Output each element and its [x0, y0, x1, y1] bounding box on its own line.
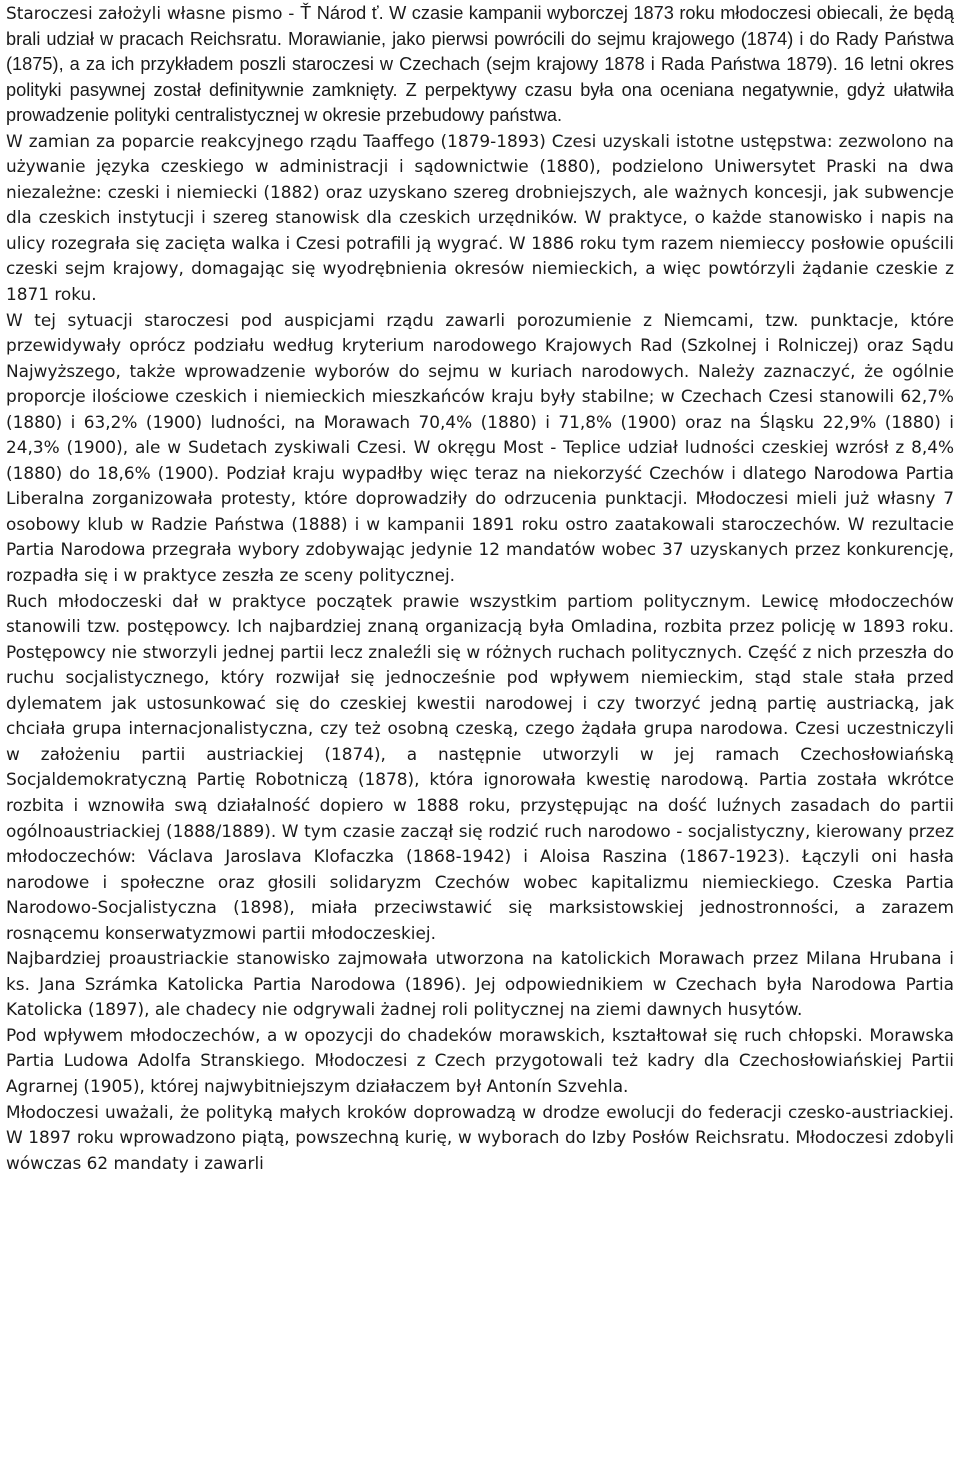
- text-run: W zamian za poparcie reakcyjnego rządu Taaffego (1879-1893) Czesi uzyskali istotne ustępstwa: zezwolono na używanie języka czeskiego w administracji i sądownictwie (1880), podzielono Uniwersytet Praski na dwa niezależne: czeski i niemiecki (1882) oraz uzyskano szereg drobniejszych, ale ważnych koncesji, jak subwencje dla czeskich instytucji i szereg stanowisk dla czeskich urzędników. W praktyce, o każde stanowisko i napis na ulicy rozegrała się zacięta walka i Czesi potrafili ją wygrać. W 1886 roku tym razem niemieccy posłowie opuścili czeski sejm krajowy, domagając się wyodrębnienia okresów niemieckich, a więc powtórzyli żądanie czeskie z 1871 roku.: [6, 130, 954, 305]
- text-run: Ť Národ ť. W czasie kampanii wyborczej 1873 roku młodoczesi obiecali, że będą brali udział w pracach Reichsratu. Morawianie, jako pierwsi powrócili do sejmu krajowego (1874) i do Rady Państwa (1875), a za ich przykładem poszli staroczesi w Czechach (sejm krajowy 1878 i Rada Państwa 1879). 16 letni okres polityki pasywnej został definitywnie zamknięty. Z perpektywy czasu była ona oceniana negatywnie, gdyż ułatwiła prowadzenie polityki centralistycznej w okresie przebudowy państwa.: [6, 3, 954, 126]
- text-run: Staroczesi założyli własne pismo -: [6, 3, 301, 23]
- paragraph-7: [6, 1100, 954, 1177]
- paragraph-6: [6, 1023, 954, 1100]
- paragraph-3: [6, 308, 954, 589]
- text-run: Ruch młodoczeski dał w praktyce początek prawie wszystkim partiom politycznym. Lewicę młodoczechów stanowili tzw. postępowcy. Ich najbardziej znaną organizacją była Omladina, rozbita przez policję w 1893 roku. Postępowcy nie stworzyli jednej partii lecz znaleźli się w różnych ruchach politycznych. Część z nich przeszła do ruchu socjalistycznego, który rozwijał się jednocześnie pod wpływem niemieckim, stąd stale stała przed dylematem jak ustosunkować się do czeskiej kwestii narodowej i czy tworzyć jedną partię austriacką, jak chciała grupa internacjonalistyczna, czy też osobną czeską, czego żądała grupa narodowa. Czesi uczestniczyli w założeniu partii austriackiej (1874), a następnie utworzyli w jej ramach Czechosłowiańską Socjaldemokratyczną Partię Robotniczą (1878), która ignorowała kwestię narodową. Partia została wkrótce rozbita i wznowiła swą działalność dopiero w 1888 roku, przystępując na dość luźnych zasadach do partii ogólnoaustriackiej (1888/1889). W tym czasie zaczął się rodzić ruch narodowo - socjalistyczny, kierowany przez młodoczechów: Václava Jaroslava Klofaczka (1868-1942) i Aloisa Raszina (1867-1923). Łączyli oni hasła narodowe i społeczne oraz głosili solidaryzm Czechów wobec kapitalizmu niemieckiego. Czeska Partia Narodowo-Socjalistyczna (1898), miała przeciwstawić się marksistowskiej jednostronności, a zarazem rosnącemu konserwatyzmowi partii młodoczeskiej.: [6, 590, 954, 943]
- text-run: Najbardziej proaustriackie stanowisko zajmowała utworzona na katolickich Morawach przez Milana Hrubana i ks. Jana Szrámka Katolicka Partia Narodowa (1896). Jej odpowiednikiem w Czechach była Narodowa Partia Katolicka (1897), ale chadecy nie odgrywali żadnej roli politycznej na ziemi dawnych husytów.: [6, 948, 954, 1020]
- paragraph-4: [6, 589, 954, 947]
- text-run: Młodoczesi uważali, że polityką małych kroków doprowadzą w drodze ewolucji do federacji czesko-austriackiej. W 1897 roku wprowadzono piątą, powszechną kurię, w wyborach do Izby Posłów Reichsratu. Młodoczesi zdobyli wówczas 62 mandaty i zawarli: [6, 1101, 954, 1173]
- paragraph-1: [6, 1, 954, 129]
- text-run: Pod wpływem młodoczechów, a w opozycji do chadeków morawskich, kształtował się ruch chłopski. Morawska Partia Ludowa Adolfa Stranskiego. Młodoczesi z Czech przygotowali też kadry dla Czechosłowiańskiej Partii Agrarnej (1905), której najwybitniejszym działaczem był Antonín Szvehla.: [6, 1024, 954, 1096]
- text-run: W tej sytuacji staroczesi pod auspicjami rządu zawarli porozumienie z Niemcami, tzw. punktacje, które przewidywały oprócz podziału według kryterium narodowego Krajowych Rad (Szkolnej i Rolniczej) oraz Sądu Najwyższego, także wprowadzenie wyborów do sejmu w kuriach narodowych. Należy zaznaczyć, że ogólnie proporcje ilościowe czeskich i niemieckich mieszkańców kraju były stabilne; w Czechach Czesi stanowili 62,7% (1880) i 63,2% (1900) ludności, na Morawach 70,4% (1880) i 71,8% (1900) oraz na Śląsku 22,9% (1880) i 24,3% (1900), ale w Sudetach zyskiwali Czesi. W okręgu Most - Teplice udział ludności czeskiej wzrósł z 8,4% (1880) do 18,6% (1900). Podział kraju wypadłby więc teraz na niekorzyść Czechów i dlatego Narodowa Partia Liberalna zorganizowała protesty, które doprowadziły do odrzucenia punktacji. Młodoczesi mieli już własny 7 osobowy klub w Radzie Państwa (1888) i w kampanii 1891 roku ostro zaatakowali staroczechów. W rezultacie Partia Narodowa przegrała wybory zdobywając jedynie 12 mandatów wobec 37 uzyskanych przez konkurencję, rozpadła się i w praktyce zeszła ze sceny politycznej.: [6, 309, 954, 586]
- paragraph-2: [6, 129, 954, 308]
- paragraph-5: [6, 946, 954, 1023]
